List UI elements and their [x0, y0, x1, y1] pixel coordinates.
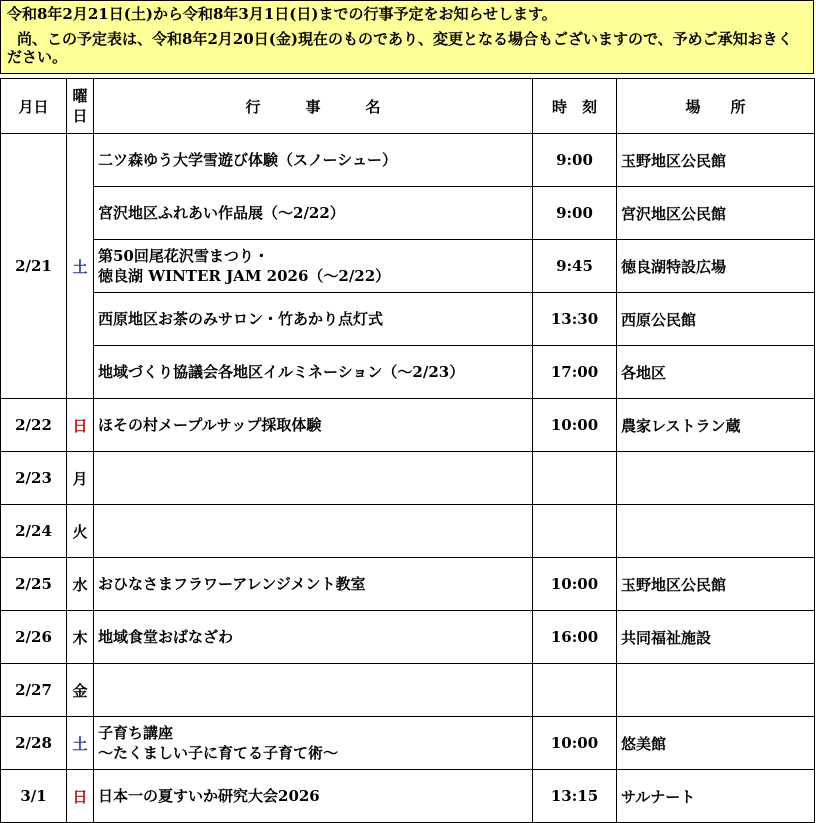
weekday-cell: 土: [67, 717, 94, 770]
table-row: [1, 717, 815, 770]
weekday-cell: 木: [67, 611, 94, 664]
date-cell: 2/21: [1, 134, 67, 399]
event-place-cell: サルナート: [617, 770, 815, 823]
weekday-cell: 金: [67, 664, 94, 717]
event-time-cell: 10:00: [533, 558, 617, 611]
notice-line-1: 令和8年2月21日(土)から令和8年3月1日(日)までの行事予定をお知らせします。: [7, 5, 557, 23]
weekday-cell: 水: [67, 558, 94, 611]
schedule-body: [1, 134, 815, 823]
weekday-cell: 土: [67, 134, 94, 399]
event-time-cell: 10:00: [533, 399, 617, 452]
notice-banner: [0, 0, 814, 74]
event-time-cell: 13:15: [533, 770, 617, 823]
notice-line-2: 尚、この予定表は、令和8年2月20日(金)現在のものであり、変更となる場合もございますので、予めご承知おきください。: [7, 30, 793, 66]
date-cell: 2/22: [1, 399, 67, 452]
table-row: [1, 664, 815, 717]
event-name-cell: ほその村メープルサップ採取体験: [94, 399, 533, 452]
table-row: [1, 452, 815, 505]
date-cell: 2/23: [1, 452, 67, 505]
event-name-cell: [94, 664, 533, 717]
table-row: [1, 134, 815, 187]
event-time-cell: 10:00: [533, 717, 617, 770]
date-cell: 2/28: [1, 717, 67, 770]
header-date: 月日: [1, 79, 67, 134]
event-time-cell: 9:00: [533, 187, 617, 240]
event-name-cell: 宮沢地区ふれあい作品展（～2/22）: [94, 187, 533, 240]
event-place-cell: [617, 452, 815, 505]
event-place-cell: 宮沢地区公民館: [617, 187, 815, 240]
event-place-cell: 徳良湖特設広場: [617, 240, 815, 293]
event-place-cell: 玉野地区公民館: [617, 558, 815, 611]
event-place-cell: 共同福祉施設: [617, 611, 815, 664]
table-row: [1, 770, 815, 823]
event-name-cell: 二ツ森ゆう大学雪遊び体験（スノーシュー）: [94, 134, 533, 187]
event-name-cell: 地域づくり協議会各地区イルミネーション（～2/23）: [94, 346, 533, 399]
event-time-cell: 9:00: [533, 134, 617, 187]
event-name-cell: おひなさまフラワーアレンジメント教室: [94, 558, 533, 611]
event-name-cell: 第50回尾花沢雪まつり・ 徳良湖 WINTER JAM 2026（～2/22）: [94, 240, 533, 293]
header-place: 場 所: [617, 79, 815, 134]
date-cell: 2/24: [1, 505, 67, 558]
table-row: [1, 293, 815, 346]
event-place-cell: 悠美館: [617, 717, 815, 770]
header-time: 時 刻: [533, 79, 617, 134]
date-cell: 2/25: [1, 558, 67, 611]
weekday-cell: 日: [67, 770, 94, 823]
table-row: [1, 187, 815, 240]
table-row: [1, 240, 815, 293]
table-row: [1, 611, 815, 664]
event-time-cell: [533, 452, 617, 505]
event-place-cell: 西原公民館: [617, 293, 815, 346]
event-time-cell: 13:30: [533, 293, 617, 346]
event-time-cell: 9:45: [533, 240, 617, 293]
date-cell: 2/27: [1, 664, 67, 717]
event-time-cell: [533, 505, 617, 558]
event-name-cell: 地域食堂おばなざわ: [94, 611, 533, 664]
event-time-cell: [533, 664, 617, 717]
event-time-cell: 17:00: [533, 346, 617, 399]
header-dow: 曜日: [67, 79, 94, 134]
event-place-cell: [617, 664, 815, 717]
event-name-cell: 西原地区お茶のみサロン・竹あかり点灯式: [94, 293, 533, 346]
event-name-cell: 子育ち講座 ～たくましい子に育てる子育て術～: [94, 717, 533, 770]
date-cell: 3/1: [1, 770, 67, 823]
event-place-cell: [617, 505, 815, 558]
table-row: [1, 399, 815, 452]
event-place-cell: 農家レストラン蔵: [617, 399, 815, 452]
weekday-cell: 火: [67, 505, 94, 558]
weekday-cell: 日: [67, 399, 94, 452]
event-place-cell: 玉野地区公民館: [617, 134, 815, 187]
event-name-cell: [94, 505, 533, 558]
table-row: [1, 346, 815, 399]
schedule-table: [0, 78, 815, 823]
weekday-cell: 月: [67, 452, 94, 505]
event-place-cell: 各地区: [617, 346, 815, 399]
table-row: [1, 558, 815, 611]
event-time-cell: 16:00: [533, 611, 617, 664]
event-name-cell: [94, 452, 533, 505]
date-cell: 2/26: [1, 611, 67, 664]
header-row: [1, 79, 815, 134]
header-event: 行 事 名: [94, 79, 533, 134]
event-name-cell: 日本一の夏すいか研究大会2026: [94, 770, 533, 823]
table-row: [1, 505, 815, 558]
